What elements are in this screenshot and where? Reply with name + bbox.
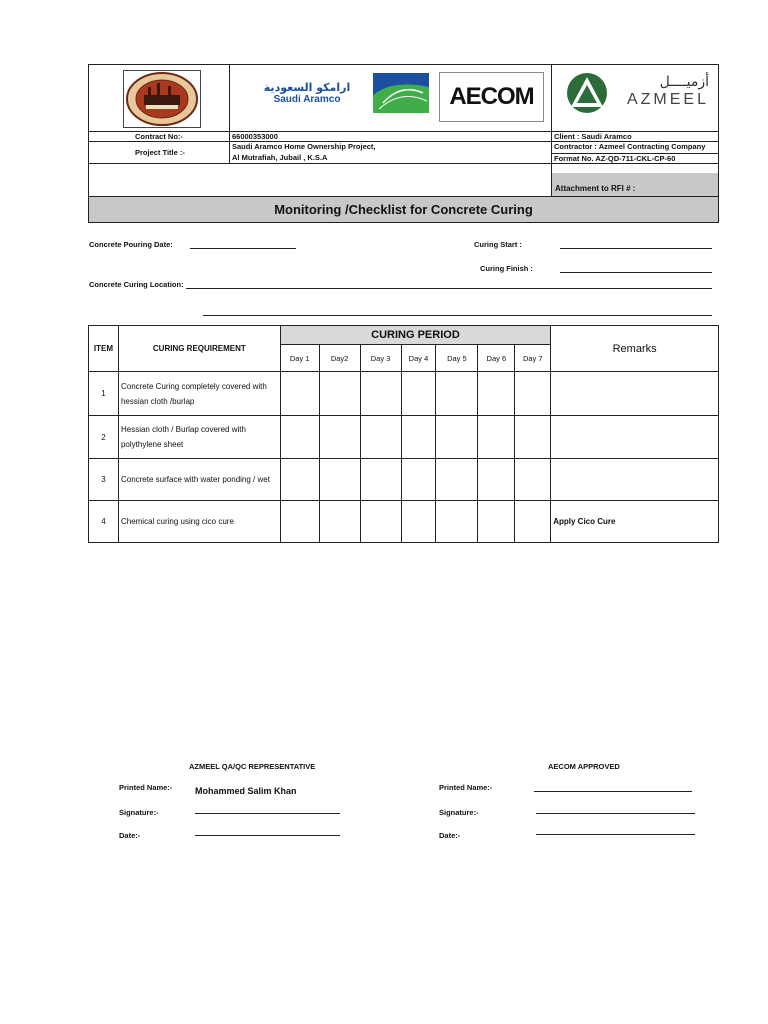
pouring-date-label: Concrete Pouring Date: (89, 240, 173, 249)
azmeel-date-label: Date:- (119, 831, 141, 840)
day-cell[interactable] (401, 501, 436, 543)
table-row (89, 459, 719, 501)
day-cell[interactable] (515, 459, 551, 501)
curing-start-label: Curing Start : (474, 240, 522, 249)
attachment-cell (551, 173, 718, 196)
day-cell[interactable] (436, 372, 478, 416)
page-title: Monitoring /Checklist for Concrete Curing (274, 202, 533, 217)
item-number: 3 (89, 459, 119, 501)
day-cell[interactable] (401, 459, 436, 501)
day-cell[interactable] (515, 501, 551, 543)
day-cell[interactable] (319, 372, 360, 416)
day-header: Day 7 (515, 345, 551, 372)
requirement-text: Concrete Curing completely covered with hessian cloth /burlap (118, 372, 280, 416)
day-cell[interactable] (478, 501, 515, 543)
remarks-cell[interactable] (551, 372, 719, 416)
aecom-text: AECOM (449, 83, 534, 110)
day-cell[interactable] (360, 501, 401, 543)
azmeel-date-field[interactable] (195, 835, 340, 836)
day-cell[interactable] (401, 372, 436, 416)
item-header: ITEM (89, 326, 119, 372)
day-cell[interactable] (436, 459, 478, 501)
day-cell[interactable] (280, 459, 319, 501)
day-header: Day 4 (401, 345, 436, 372)
aramco-symbol-icon (373, 73, 429, 113)
divider (229, 65, 230, 131)
day-cell[interactable] (360, 416, 401, 459)
pouring-date-field[interactable] (190, 248, 296, 249)
attachment-label: Attachment to RFI # : (555, 184, 636, 193)
azmeel-signature-field[interactable] (195, 813, 340, 814)
aramco-english-text: Saudi Aramco (273, 94, 341, 105)
curing-location-field-line2[interactable] (203, 315, 712, 316)
curing-location-field[interactable] (186, 288, 712, 289)
aramco-arabic-text: ارامكو السعودية (263, 81, 351, 94)
azmeel-signature-label: Signature:- (119, 808, 159, 817)
item-number: 2 (89, 416, 119, 459)
day-cell[interactable] (280, 416, 319, 459)
format-number: Format No. AZ-QD-711-CKL-CP-60 (554, 154, 676, 163)
remarks-cell[interactable] (551, 459, 719, 501)
table-row (89, 372, 719, 416)
day-cell[interactable] (401, 416, 436, 459)
curing-checklist-table (88, 325, 719, 543)
title-band (89, 197, 718, 222)
divider (551, 65, 552, 173)
day-cell[interactable] (319, 501, 360, 543)
day-cell[interactable] (319, 459, 360, 501)
day-cell[interactable] (515, 416, 551, 459)
azmeel-logo (613, 73, 709, 113)
azmeel-english-text: AZMEEL (626, 91, 709, 108)
divider (89, 163, 718, 164)
client-text: Client : Saudi Aramco (554, 132, 632, 141)
project-line1: Saudi Aramco Home Ownership Project, (232, 142, 376, 151)
item-number: 4 (89, 501, 119, 543)
day-cell[interactable] (360, 459, 401, 501)
day-header: Day 3 (360, 345, 401, 372)
requirement-text: Hessian cloth / Burlap covered with polythylene sheet (118, 416, 280, 459)
day-header: Day 5 (436, 345, 478, 372)
day-header: Day 1 (280, 345, 319, 372)
azmeel-symbol-icon (563, 71, 611, 115)
aecom-printed-name-field[interactable] (534, 791, 692, 792)
remarks-cell[interactable]: Apply Cico Cure (551, 501, 719, 543)
table-row (89, 416, 719, 459)
aecom-signature-field[interactable] (536, 813, 695, 814)
azmeel-printed-name-label: Printed Name:- (119, 783, 173, 792)
day-cell[interactable] (478, 416, 515, 459)
aecom-signature-label: Signature:- (439, 808, 479, 817)
remarks-header: Remarks (551, 326, 719, 372)
requirement-header: CURING REQUIREMENT (118, 326, 280, 372)
seal-logo (123, 70, 201, 128)
curing-period-header: CURING PERIOD (280, 326, 551, 345)
contract-value: 66000353000 (232, 132, 278, 141)
remarks-cell[interactable] (551, 416, 719, 459)
divider (229, 131, 230, 163)
contractor-text: Contractor : Azmeel Contracting Company (554, 142, 706, 151)
day-cell[interactable] (280, 372, 319, 416)
curing-start-field[interactable] (560, 248, 712, 249)
aecom-date-label: Date:- (439, 831, 461, 840)
aramco-logo (257, 81, 357, 111)
day-cell[interactable] (319, 416, 360, 459)
curing-finish-field[interactable] (560, 272, 712, 273)
project-line2: Al Mutrafiah, Jubail , K.S.A (232, 153, 328, 162)
aecom-approved-title: AECOM APPROVED (548, 762, 620, 771)
day-cell[interactable] (436, 501, 478, 543)
day-header: Day2 (319, 345, 360, 372)
aecom-printed-name-label: Printed Name:- (439, 783, 493, 792)
day-cell[interactable] (436, 416, 478, 459)
contract-label: Contract No:- (135, 132, 183, 141)
day-cell[interactable] (515, 372, 551, 416)
azmeel-printed-name: Mohammed Salim Khan (195, 786, 297, 796)
table-row (89, 501, 719, 543)
header-block (88, 64, 719, 223)
curing-finish-label: Curing Finish : (480, 264, 533, 273)
day-cell[interactable] (478, 459, 515, 501)
day-header: Day 6 (478, 345, 515, 372)
curing-location-label: Concrete Curing Location: (89, 280, 184, 289)
day-cell[interactable] (360, 372, 401, 416)
requirement-text: Concrete surface with water ponding / wet (118, 459, 280, 501)
day-cell[interactable] (280, 501, 319, 543)
item-number: 1 (89, 372, 119, 416)
aecom-logo (439, 72, 544, 122)
azmeel-rep-title: AZMEEL QA/QC REPRESENTATIVE (189, 762, 316, 771)
requirement-text: Chemical curing using cico cure (118, 501, 280, 543)
project-label: Project Title :- (135, 148, 185, 157)
day-cell[interactable] (478, 372, 515, 416)
azmeel-arabic-text: أزميــــل (659, 74, 709, 90)
aecom-date-field[interactable] (536, 834, 695, 835)
